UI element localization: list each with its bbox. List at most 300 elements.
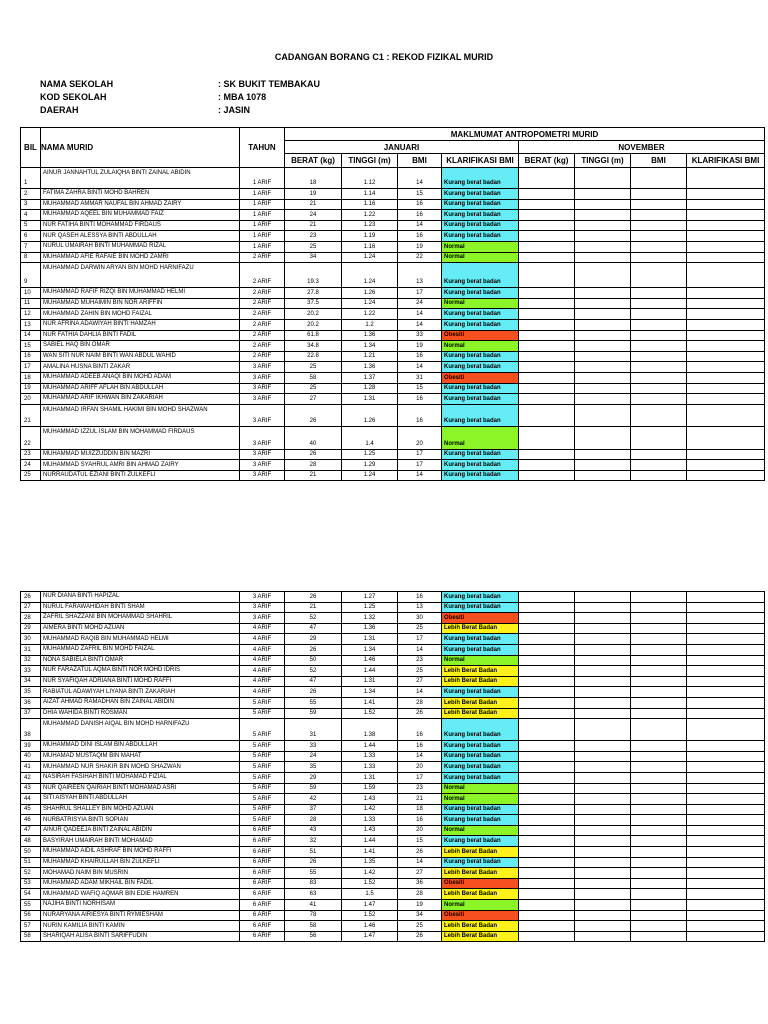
cell-bil: 9 [21,263,41,288]
cell-tinggi-nov [575,931,631,942]
cell-bil: 28 [21,613,41,624]
cell-tahun: 5 ARIF [240,751,285,762]
cell-berat-nov [519,634,575,645]
table-row [21,910,765,921]
cell-tinggi-jan: 1.34 [342,687,398,698]
cell-bmi-jan: 14 [398,319,442,330]
cell-klasifikasi-nov [687,889,765,900]
cell-bmi-jan: 30 [398,613,442,624]
cell-nama: NUR DIANA BINTI HAPIZAL [41,592,240,603]
cell-berat-jan: 56 [285,931,342,942]
cell-klasifikasi-jan: Normal [442,426,519,449]
table-row [21,470,765,481]
cell-bmi-jan: 16 [398,592,442,603]
cell-klasifikasi-jan: Kurang berat badan [442,231,519,242]
cell-berat-jan: 37 [285,804,342,815]
cell-nama: MUHAMMAD WAFIQ AQMAR BIN EDIE HAMREN [41,889,240,900]
cell-nama: AIMERA BINTI MOHD AZUAN [41,623,240,634]
cell-tinggi-jan: 1.44 [342,741,398,752]
cell-tinggi-nov [575,847,631,858]
cell-bmi-nov [631,815,687,826]
cell-bmi-nov [631,910,687,921]
cell-nama: NUR FATHIA DAHLIA BINTI FADIL [41,330,240,341]
cell-klasifikasi-nov [687,825,765,836]
cell-bil: 57 [21,921,41,932]
cell-tahun: 5 ARIF [240,741,285,752]
cell-tinggi-nov [575,794,631,805]
table-row [21,815,765,826]
cell-tinggi-nov [575,220,631,231]
cell-berat-jan: 19.3 [285,263,342,288]
cell-bil: 13 [21,319,41,330]
table-row [21,592,765,603]
cell-berat-nov [519,330,575,341]
cell-berat-jan: 47 [285,676,342,687]
cell-tinggi-nov [575,394,631,405]
cell-nama: NUR QAIREEN QAIRIAH BINTI MOHAMAD ASRI [41,783,240,794]
cell-nama: SHARIQAH ALISA BINTI SARIFFUDIN [41,931,240,942]
cell-klasifikasi-jan: Kurang berat badan [442,857,519,868]
cell-tinggi-nov [575,804,631,815]
cell-berat-jan: 33 [285,741,342,752]
cell-bil: 55 [21,900,41,911]
cell-bmi-jan: 14 [398,687,442,698]
cell-bil: 25 [21,470,41,481]
cell-klasifikasi-nov [687,847,765,858]
cell-klasifikasi-jan: Normal [442,825,519,836]
cell-berat-jan: 63 [285,889,342,900]
cell-klasifikasi-jan: Kurang berat badan [442,762,519,773]
cell-tinggi-nov [575,666,631,677]
cell-klasifikasi-jan: Kurang berat badan [442,804,519,815]
cell-berat-nov [519,783,575,794]
header-bmi: BMI [398,154,442,168]
cell-tinggi-nov [575,288,631,299]
cell-bil: 52 [21,868,41,879]
cell-bmi-jan: 25 [398,921,442,932]
cell-tinggi-nov [575,330,631,341]
cell-nama: ZAFRIL SHAZZANI BIN MOHAMMAD SHAHRIL [41,613,240,624]
cell-klasifikasi-jan: Normal [442,794,519,805]
cell-tinggi-jan: 1.36 [342,362,398,373]
cell-berat-nov [519,762,575,773]
cell-bmi-jan: 15 [398,383,442,394]
cell-bmi-jan: 14 [398,220,442,231]
cell-bmi-nov [631,263,687,288]
cell-bil: 44 [21,794,41,805]
cell-berat-nov [519,910,575,921]
cell-klasifikasi-jan: Kurang berat badan [442,741,519,752]
table-row [21,804,765,815]
cell-tahun: 2 ARIF [240,330,285,341]
cell-tinggi-nov [575,900,631,911]
cell-berat-jan: 32 [285,836,342,847]
cell-nama: AIZAT AHMAD RAMADHAN BIN ZAINAL ABIDIN [41,697,240,708]
cell-berat-nov [519,697,575,708]
cell-klasifikasi-jan: Kurang berat badan [442,687,519,698]
table-row [21,263,765,288]
cell-tinggi-nov [575,783,631,794]
cell-tinggi-nov [575,252,631,263]
cell-tahun: 3 ARIF [240,613,285,624]
cell-klasifikasi-jan: Lebih Berat Badan [442,697,519,708]
cell-nama: NONA SABIELA BINTI OMAR [41,655,240,666]
cell-bmi-nov [631,794,687,805]
cell-berat-jan: 34 [285,252,342,263]
cell-tahun: 4 ARIF [240,676,285,687]
cell-tinggi-nov [575,602,631,613]
cell-bil: 17 [21,362,41,373]
cell-tahun: 2 ARIF [240,341,285,352]
cell-tinggi-nov [575,383,631,394]
cell-berat-jan: 52 [285,613,342,624]
student-name: MUHAMMAD IZZUL ISLAM BIN MOHAMMAD FIRDAUS [43,428,195,435]
cell-berat-jan: 27.8 [285,288,342,299]
cell-bmi-nov [631,404,687,426]
cell-bil: 21 [21,404,41,426]
cell-nama: SABIEL HAQ BIN OMAR [41,341,240,352]
cell-bmi-jan: 16 [398,351,442,362]
cell-berat-jan: 21 [285,470,342,481]
cell-bmi-jan: 15 [398,189,442,200]
cell-tinggi-jan: 1.34 [342,644,398,655]
table-row [21,762,765,773]
header-group: MAKLMUMAT ANTROPOMETRI MURID [285,128,765,141]
cell-nama: MUHAMMAD RAFIF RIZQI BIN MUHAMMAD HELMI [41,288,240,299]
cell-bmi-nov [631,592,687,603]
cell-klasifikasi-jan: Kurang berat badan [442,394,519,405]
table-row [21,676,765,687]
cell-bil: 31 [21,644,41,655]
cell-bmi-jan: 28 [398,697,442,708]
cell-bmi-jan: 25 [398,623,442,634]
table-row [21,168,765,189]
cell-bmi-jan: 23 [398,655,442,666]
info-label: DAERAH [40,105,79,115]
cell-berat-nov [519,794,575,805]
cell-tinggi-nov [575,751,631,762]
table-row [21,889,765,900]
table-row [21,252,765,263]
cell-klasifikasi-nov [687,900,765,911]
cell-tinggi-nov [575,372,631,383]
cell-klasifikasi-nov [687,697,765,708]
cell-tahun: 6 ARIF [240,931,285,942]
table-row [21,220,765,231]
cell-berat-jan: 26 [285,857,342,868]
cell-berat-jan: 26 [285,644,342,655]
cell-bmi-nov [631,351,687,362]
cell-bil: 36 [21,697,41,708]
cell-klasifikasi-jan: Kurang berat badan [442,189,519,200]
cell-klasifikasi-jan: Lebih Berat Badan [442,676,519,687]
cell-berat-jan: 28 [285,460,342,471]
cell-bil: 34 [21,676,41,687]
cell-tahun: 3 ARIF [240,470,285,481]
cell-berat-jan: 24 [285,210,342,221]
table-row [21,309,765,320]
cell-klasifikasi-nov [687,783,765,794]
cell-bmi-nov [631,868,687,879]
cell-tinggi-jan: 1.16 [342,241,398,252]
table-row [21,426,765,449]
cell-bmi-nov [631,644,687,655]
student-name: AINUR JANNAHTUL ZULAIQHA BINTI ZAINAL ABIDIN [43,170,191,176]
cell-bmi-nov [631,751,687,762]
cell-bil: 22 [21,426,41,449]
cell-bmi-jan: 23 [398,783,442,794]
cell-tahun: 1 ARIF [240,189,285,200]
cell-nama: SHAHRUL SHALLEY BIN MOHD AZUAN [41,804,240,815]
cell-klasifikasi-nov [687,762,765,773]
cell-nama: MUHAMAD MUSTAQIM BIN MAHAT [41,751,240,762]
cell-tahun: 4 ARIF [240,687,285,698]
cell-bmi-nov [631,362,687,373]
table-row [21,644,765,655]
cell-bmi-jan: 25 [398,666,442,677]
cell-bil: 39 [21,741,41,752]
cell-tahun: 3 ARIF [240,460,285,471]
cell-bmi-nov [631,857,687,868]
cell-tahun: 3 ARIF [240,404,285,426]
cell-bil: 51 [21,857,41,868]
cell-berat-nov [519,772,575,783]
cell-tahun: 6 ARIF [240,868,285,879]
cell-berat-nov [519,804,575,815]
cell-tinggi-jan: 1.42 [342,804,398,815]
cell-nama: AINUR QADEEJA BINTI ZAINAL ABIDIN [41,825,240,836]
table-row [21,697,765,708]
table-row [21,231,765,242]
cell-bmi-nov [631,298,687,309]
cell-bil: 41 [21,762,41,773]
cell-berat-jan: 59 [285,708,342,719]
info-value: : SK BUKIT TEMBAKAU [218,79,320,89]
table-row [21,241,765,252]
cell-bmi-jan: 27 [398,676,442,687]
cell-berat-jan: 25 [285,241,342,252]
cell-bmi-nov [631,449,687,460]
cell-berat-nov [519,900,575,911]
cell-klasifikasi-jan: Lebih Berat Badan [442,868,519,879]
cell-klasifikasi-jan: Kurang berat badan [442,815,519,826]
cell-bmi-jan: 14 [398,362,442,373]
cell-berat-jan: 20.2 [285,309,342,320]
cell-tinggi-jan: 1.4 [342,426,398,449]
cell-tinggi-jan: 1.36 [342,330,398,341]
cell-berat-jan: 40 [285,426,342,449]
header-klasifikasi: KLARIFIKASI BMI [687,154,765,168]
cell-bmi-nov [631,676,687,687]
cell-tinggi-nov [575,697,631,708]
cell-berat-jan: 35 [285,762,342,773]
cell-bil: 7 [21,241,41,252]
cell-nama: NURUL FARAWAHIDAH BINTI SHAM [41,602,240,613]
cell-tinggi-jan: 1.44 [342,836,398,847]
cell-bmi-nov [631,189,687,200]
cell-bil: 2 [21,189,41,200]
cell-bmi-jan: 14 [398,644,442,655]
cell-berat-jan: 26 [285,404,342,426]
cell-berat-nov [519,592,575,603]
cell-tinggi-jan: 1.52 [342,910,398,921]
cell-bil: 4 [21,210,41,221]
cell-bil: 46 [21,815,41,826]
cell-klasifikasi-jan: Normal [442,298,519,309]
cell-klasifikasi-nov [687,298,765,309]
cell-tahun: 2 ARIF [240,298,285,309]
cell-nama: DHIA WAHIDA BINTI ROSMAN [41,708,240,719]
cell-nama: MUHAMMAD ARIFF AFLAH BIN ABDULLAH [41,383,240,394]
cell-bmi-jan: 17 [398,460,442,471]
cell-bmi-jan: 14 [398,751,442,762]
cell-klasifikasi-jan: Kurang berat badan [442,470,519,481]
cell-bil: 56 [21,910,41,921]
cell-berat-jan: 29 [285,634,342,645]
cell-klasifikasi-jan: Kurang berat badan [442,719,519,741]
cell-berat-nov [519,241,575,252]
cell-berat-jan: 21 [285,220,342,231]
cell-tahun: 5 ARIF [240,697,285,708]
cell-bmi-nov [631,288,687,299]
cell-berat-nov [519,383,575,394]
cell-tinggi-jan: 1.47 [342,900,398,911]
table-row [21,394,765,405]
cell-berat-jan: 83 [285,878,342,889]
cell-klasifikasi-jan: Kurang berat badan [442,362,519,373]
cell-tinggi-nov [575,815,631,826]
cell-berat-nov [519,751,575,762]
cell-tahun: 5 ARIF [240,794,285,805]
cell-berat-jan: 21 [285,602,342,613]
cell-berat-jan: 61.8 [285,330,342,341]
cell-bmi-jan: 16 [398,719,442,741]
cell-klasifikasi-jan: Obesiti [442,372,519,383]
cell-berat-nov [519,868,575,879]
school-info [40,78,320,117]
cell-bmi-jan: 20 [398,426,442,449]
cell-nama [41,426,240,449]
cell-berat-jan: 26 [285,687,342,698]
cell-berat-nov [519,210,575,221]
cell-klasifikasi-jan: Kurang berat badan [442,592,519,603]
cell-tinggi-jan: 1.38 [342,719,398,741]
cell-nama: MUHAMMAD MUHAIMIN BIN NOR ARIFFIN [41,298,240,309]
cell-bmi-nov [631,783,687,794]
cell-klasifikasi-jan: Kurang berat badan [442,634,519,645]
cell-bmi-nov [631,394,687,405]
cell-klasifikasi-nov [687,804,765,815]
cell-nama: NUR QASEH ALESSYA BINTI ABDULLAH [41,231,240,242]
cell-bmi-nov [631,900,687,911]
cell-klasifikasi-nov [687,687,765,698]
header-klasifikasi: KLARIFIKASI BMI [442,154,519,168]
cell-berat-nov [519,921,575,932]
cell-tinggi-jan: 1.52 [342,878,398,889]
cell-bmi-jan: 34 [398,910,442,921]
cell-bmi-jan: 26 [398,708,442,719]
cell-nama: MOHAMAD NAIM BIN MUSRIN [41,868,240,879]
cell-nama: MUHAMMAD AFIE RAFAIE BIN MOHD ZAMRI [41,252,240,263]
cell-klasifikasi-jan: Kurang berat badan [442,263,519,288]
cell-berat-jan: 50 [285,655,342,666]
cell-nama [41,404,240,426]
cell-bmi-nov [631,687,687,698]
cell-bmi-nov [631,666,687,677]
cell-klasifikasi-nov [687,708,765,719]
table-1-body [21,168,765,481]
cell-tinggi-nov [575,634,631,645]
cell-bil: 35 [21,687,41,698]
cell-bmi-nov [631,836,687,847]
cell-klasifikasi-jan: Lebih Berat Badan [442,931,519,942]
cell-tinggi-nov [575,687,631,698]
cell-nama: MUHAMMAD AIDIL ASHRAF BIN MOHD RAFFI [41,847,240,858]
cell-bmi-jan: 22 [398,252,442,263]
cell-bmi-jan: 16 [398,394,442,405]
cell-tinggi-nov [575,741,631,752]
cell-klasifikasi-nov [687,794,765,805]
cell-berat-jan: 37.5 [285,298,342,309]
cell-klasifikasi-jan: Normal [442,655,519,666]
cell-tinggi-nov [575,168,631,189]
table-row [21,298,765,309]
cell-bmi-nov [631,426,687,449]
cell-bil: 37 [21,708,41,719]
cell-nama: NUR SYAFIQAH ADRIANA BINTI MOHD RAFFI [41,676,240,687]
info-label: NAMA SEKOLAH [40,79,114,89]
cell-bmi-jan: 31 [398,372,442,383]
cell-tinggi-nov [575,362,631,373]
cell-klasifikasi-jan: Kurang berat badan [442,309,519,320]
cell-klasifikasi-nov [687,592,765,603]
cell-berat-jan: 21 [285,199,342,210]
table-row [21,921,765,932]
cell-bil: 3 [21,199,41,210]
cell-bmi-nov [631,708,687,719]
cell-klasifikasi-nov [687,449,765,460]
cell-klasifikasi-jan: Kurang berat badan [442,199,519,210]
cell-berat-nov [519,825,575,836]
cell-tinggi-jan: 1.32 [342,613,398,624]
table-row [21,383,765,394]
cell-bmi-jan: 27 [398,868,442,879]
cell-nama: MUHAMMAD ZAHIN BIN MOHD FAIZAL [41,309,240,320]
cell-tinggi-jan: 1.2 [342,319,398,330]
cell-klasifikasi-jan: Kurang berat badan [442,836,519,847]
header-tinggi: TINGGI (m) [342,154,398,168]
cell-nama: MUHAMMAD DINI ISLAM BIN ABDULLAH [41,741,240,752]
cell-klasifikasi-jan: Normal [442,241,519,252]
header-november: NOVEMBER [519,141,765,154]
cell-tinggi-nov [575,836,631,847]
info-value: : JASIN [218,105,251,115]
cell-klasifikasi-nov [687,460,765,471]
cell-tinggi-nov [575,857,631,868]
cell-bil: 19 [21,383,41,394]
cell-bmi-nov [631,470,687,481]
cell-berat-nov [519,655,575,666]
cell-tinggi-jan: 1.46 [342,655,398,666]
cell-nama [41,168,240,189]
cell-nama: MUHAMMAD AMMAR NAUFAL BIN AHMAD ZAIRY [41,199,240,210]
cell-tahun: 4 ARIF [240,655,285,666]
cell-berat-nov [519,719,575,741]
cell-bmi-nov [631,825,687,836]
cell-bil: 14 [21,330,41,341]
cell-berat-jan: 28 [285,815,342,826]
cell-berat-nov [519,470,575,481]
